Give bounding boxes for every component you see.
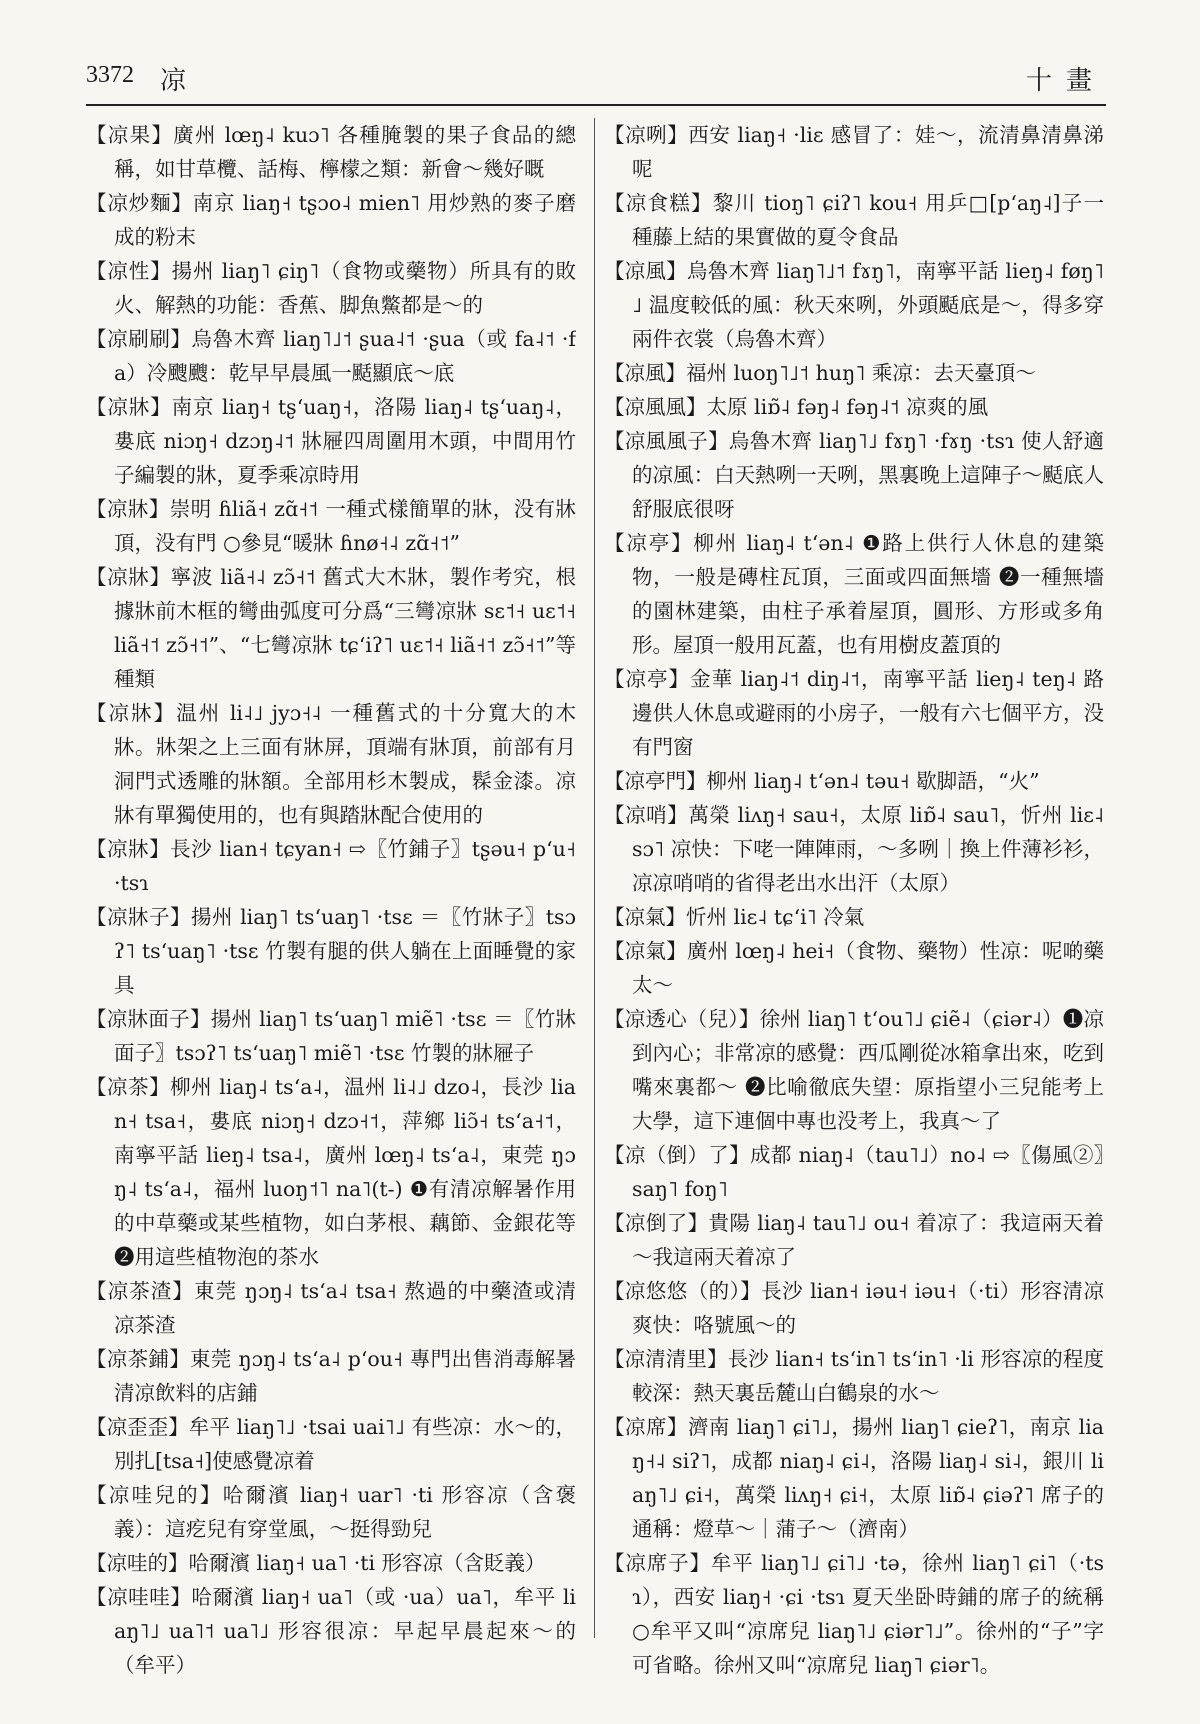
dictionary-entry: 【凉歪歪】牟平 liaŋ˥˩ ·tsai uai˥˩ 有些凉：水～的，別扎[tsa˧]使感覺凉着 <box>86 1415 576 1473</box>
dictionary-entry: 【凉悠悠（的）】長沙 lian˧ iəu˧ iəu˧（·ti）形容清凉爽快：咯號風～的 <box>604 1279 1104 1337</box>
dictionary-entry: 【凉風風子】烏魯木齊 liaŋ˥˩ fɤŋ˥ ·fɤŋ ·tsɿ 使人舒適的凉風：白天熱咧一天咧，黑裏晚上這陣子～颳底人舒服底很呀 <box>604 429 1104 521</box>
dictionary-entry: 【凉茶渣】東莞 ŋɔŋ˨ tsʻa˨ tsa˧ 熬過的中藥渣或清凉茶渣 <box>86 1279 576 1337</box>
dictionary-entry: 【凉席】濟南 liaŋ˥ ɕi˥˩，揚州 liaŋ˥ ɕieʔ˥，南京 liaŋ˧˨ siʔ˥，成都 niaŋ˨ ɕi˨，洛陽 liaŋ˨ si˨，銀川 liaŋ˥˩ ɕi˧，萬榮 liʌŋ˧ ɕi˧，太原 liɒ̃˨ ɕiəʔ˥ 席子的通稱：燈草～｜蒲子～（濟南） <box>604 1415 1104 1541</box>
dictionary-entry: 【凉牀面子】揚州 liaŋ˥ tsʻuaŋ˥ miẽ˥ ·tsɛ ＝〖竹牀面子〗tsɔʔ˥ tsʻuaŋ˥ miẽ˥ ·tsɛ 竹製的牀屜子 <box>86 1007 576 1065</box>
dictionary-entry: 【凉茶鋪】東莞 ŋɔŋ˨ tsʻa˨ pʻou˧ 專門出售消毒解暑清凉飲料的店鋪 <box>86 1347 576 1405</box>
dictionary-entry: 【凉刷刷】烏魯木齊 liaŋ˥˩˦ ʂua˨˦ ·ʂua（或 fa˨˦ ·fa）冷颼颼：乾早早晨風一颳顯底～底 <box>86 327 576 385</box>
page-header <box>86 56 1106 96</box>
dictionary-entry: 【凉透心（兒）】徐州 liaŋ˥ tʻou˥˩ ɕiẽ˨（ɕiər˨）❶凉到內心；非常凉的感覺：西瓜剛從冰箱拿出來，吃到嘴來裏都～ ❷比喻徹底失望：原指望小三兒能考上大學，這下連個中專也没考上，我真～了 <box>604 1007 1104 1133</box>
dictionary-entry: 【凉亭】柳州 liaŋ˨ tʻən˨ ❶路上供行人休息的建築物，一般是磚柱瓦頂，三面或四面無墻 ❷一種無墻的園林建築，由柱子承着屋頂，圓形、方形或多角形。屋頂一般用瓦蓋，也有用樹皮蓋頂的 <box>604 531 1104 657</box>
dictionary-entry: 【凉茶】柳州 liaŋ˨ tsʻa˨，温州 li˨˩ dzo˨，長沙 lian˧ tsa˧，婁底 niɔŋ˧ dzɔ˧˦，萍鄉 liɔ̃˧ tsʻa˧˦，南寧平話 lieŋ˨ tsa˨，廣州 lœŋ˨ tsʻa˨，東莞 ŋɔŋ˨ tsʻa˨，福州 luoŋ˦˥ na˥(t-) ❶有清凉解暑作用的中草藥或某些植物，如白茅根、藕節、金銀花等 ❷用這些植物泡的茶水 <box>86 1075 576 1269</box>
dictionary-entry: 【凉牀】長沙 lian˧ tɕyan˧ ⇨〖竹鋪子〗tʂəu˧ pʻu˧ ·tsɿ <box>86 837 576 895</box>
dictionary-entry: 【凉亭】金華 liaŋ˨˦ diŋ˨˦，南寧平話 lieŋ˨ teŋ˨ 路邊供人休息或避雨的小房子，一般有六七個平方，没有門窗 <box>604 667 1104 759</box>
dictionary-entry: 【凉牀】崇明 ɦliã˧ zɑ̃˧˦ 一種式樣簡單的牀，没有牀頂，没有門 ○參見“暖牀 ɦnø˧˨ zɑ̃˧˦” <box>86 497 576 555</box>
dictionary-entry: 【凉咧】西安 liaŋ˧ ·liɛ 感冒了：娃～，流清鼻清鼻涕呢 <box>604 123 1104 181</box>
dictionary-entry: 【凉哇的】哈爾濱 liaŋ˧ ua˥ ·ti 形容凉（含貶義） <box>86 1551 546 1575</box>
dictionary-entry: 【凉牀】寧波 liã˧˨ zɔ̃˧˦ 舊式大木牀，製作考究，根據牀前木框的彎曲弧度可分爲“三彎凉牀 sɛ˦˧ uɛ˦˧ liã˧˦ zɔ̃˧˦”、“七彎凉牀 tɕʻiʔ˥ uɛ˦˧ liã˧˦ zɔ̃˧˦”等種類 <box>86 565 576 691</box>
dictionary-entry: 【凉炒麵】南京 liaŋ˧ tʂɔo˨ mien˥ 用炒熟的麥子磨成的粉末 <box>86 191 576 249</box>
dictionary-entry: 【凉席子】牟平 liaŋ˥˩ ɕi˥˩ ·tə，徐州 liaŋ˥ ɕi˥（·tsɿ），西安 liaŋ˧ ·ɕi ·tsɿ 夏天坐卧時鋪的席子的統稱 ○牟平又叫“凉席兒 liaŋ˥˩ ɕiər˥˩”。徐州的“子”字可省略。徐州又叫“凉席兒 liaŋ˥ ɕiər˥。 <box>604 1551 1104 1677</box>
dictionary-entry: 【凉果】廣州 lœŋ˨ kuɔ˥ 各種腌製的果子食品的總稱，如甘草欖、話梅、檸檬之類：新會～幾好嘅 <box>86 123 576 181</box>
dictionary-entry: 【凉牀】南京 liaŋ˧ tʂʻuaŋ˧，洛陽 liaŋ˨ tʂʻuaŋ˨，婁底 niɔŋ˧ dzɔŋ˨˦ 牀屜四周圍用木頭，中間用竹子編製的牀，夏季乘凉時用 <box>86 395 576 487</box>
dictionary-entry: 【凉（倒）了】成都 niaŋ˨（tau˥˩）no˨ ⇨〖傷風②〗saŋ˥ foŋ˥ <box>604 1143 1104 1201</box>
dictionary-entry: 【凉性】揚州 liaŋ˥ ɕiŋ˥（食物或藥物）所具有的敗火、解熱的功能：香蕉、脚魚鱉都是～的 <box>86 259 576 317</box>
dictionary-entry: 【凉亭門】柳州 liaŋ˨ tʻən˨ təu˧ 歇脚語，“火” <box>604 769 1040 793</box>
dictionary-entry: 【凉清清里】長沙 lian˧ tsʻin˥ tsʻin˥ ·li 形容凉的程度較深：熱天裏岳麓山白鶴泉的水～ <box>604 1347 1104 1405</box>
dictionary-entry: 【凉風】烏魯木齊 liaŋ˥˩˦ fɤŋ˥，南寧平話 lieŋ˨ føŋ˥˩ 温度較低的風：秋天來咧，外頭颳底是～，得多穿兩件衣裳（烏魯木齊） <box>604 259 1104 351</box>
stroke-section: 十畫 <box>1025 66 1106 96</box>
right-column <box>604 118 1104 1678</box>
dictionary-entry: 【凉哨】萬榮 liʌŋ˧ sau˧，太原 liɒ̃˨ sau˥，忻州 liɛ˨ sɔ˥ 凉快：下咾一陣陣雨，～多咧｜換上件薄衫衫，凉凉哨哨的省得老出水出汗（太原） <box>604 803 1104 895</box>
dictionary-entry: 【凉哇兒的】哈爾濱 liaŋ˧ uar˥ ·ti 形容凉（含褒義）：這疙兒有穿堂風，～挺得勁兒 <box>86 1483 576 1541</box>
dictionary-entry: 【凉倒了】貴陽 liaŋ˨ tau˥˩ ou˧ 着凉了：我這兩天着～我這兩天着凉了 <box>604 1211 1104 1269</box>
dictionary-entry: 【凉風風】太原 liɒ̃˨ fəŋ˨ fəŋ˨˦ 凉爽的風 <box>604 395 989 419</box>
dictionary-entry: 【凉氣】忻州 liɛ˨ tɕʻi˥ 冷氣 <box>604 905 865 929</box>
dictionary-entry: 【凉風】福州 luoŋ˥˩˦ huŋ˥ 乘凉：去天臺頂～ <box>604 361 1036 385</box>
dictionary-entry: 【凉氣】廣州 lœŋ˨ hei˧（食物、藥物）性凉：呢啲藥太～ <box>604 939 1104 997</box>
header-rule <box>86 104 1106 106</box>
dictionary-entry: 【凉牀】温州 li˨˩ jyɔ˧˨ 一種舊式的十分寬大的木牀。牀架之上三面有牀屏，頂端有牀頂，前部有月洞門式透雕的牀額。全部用杉木製成，髹金漆。凉牀有單獨使用的，也有與踏牀配合使用的 <box>86 701 576 827</box>
dictionary-entry: 【凉哇哇】哈爾濱 liaŋ˧ ua˥（或 ·ua）ua˥，牟平 liaŋ˥˩ ua˥˦ ua˥˩ 形容很凉：早起早晨起來～的（牟平） <box>86 1585 576 1677</box>
column-divider <box>594 118 595 1638</box>
page-number: 3372 <box>86 62 134 88</box>
dictionary-entry: 【凉食糕】黎川 tioŋ˥ ɕiʔ˥ kou˧ 用乒□[pʻaŋ˨]子一種藤上結的果實做的夏令食品 <box>604 191 1104 249</box>
dictionary-entry: 【凉牀子】揚州 liaŋ˥ tsʻuaŋ˥ ·tsɛ ＝〖竹牀子〗tsɔʔ˥ tsʻuaŋ˥ ·tsɛ 竹製有腿的供人躺在上面睡覺的家具 <box>86 905 576 997</box>
running-headword: 凉 <box>160 66 187 96</box>
left-column <box>86 118 576 1678</box>
